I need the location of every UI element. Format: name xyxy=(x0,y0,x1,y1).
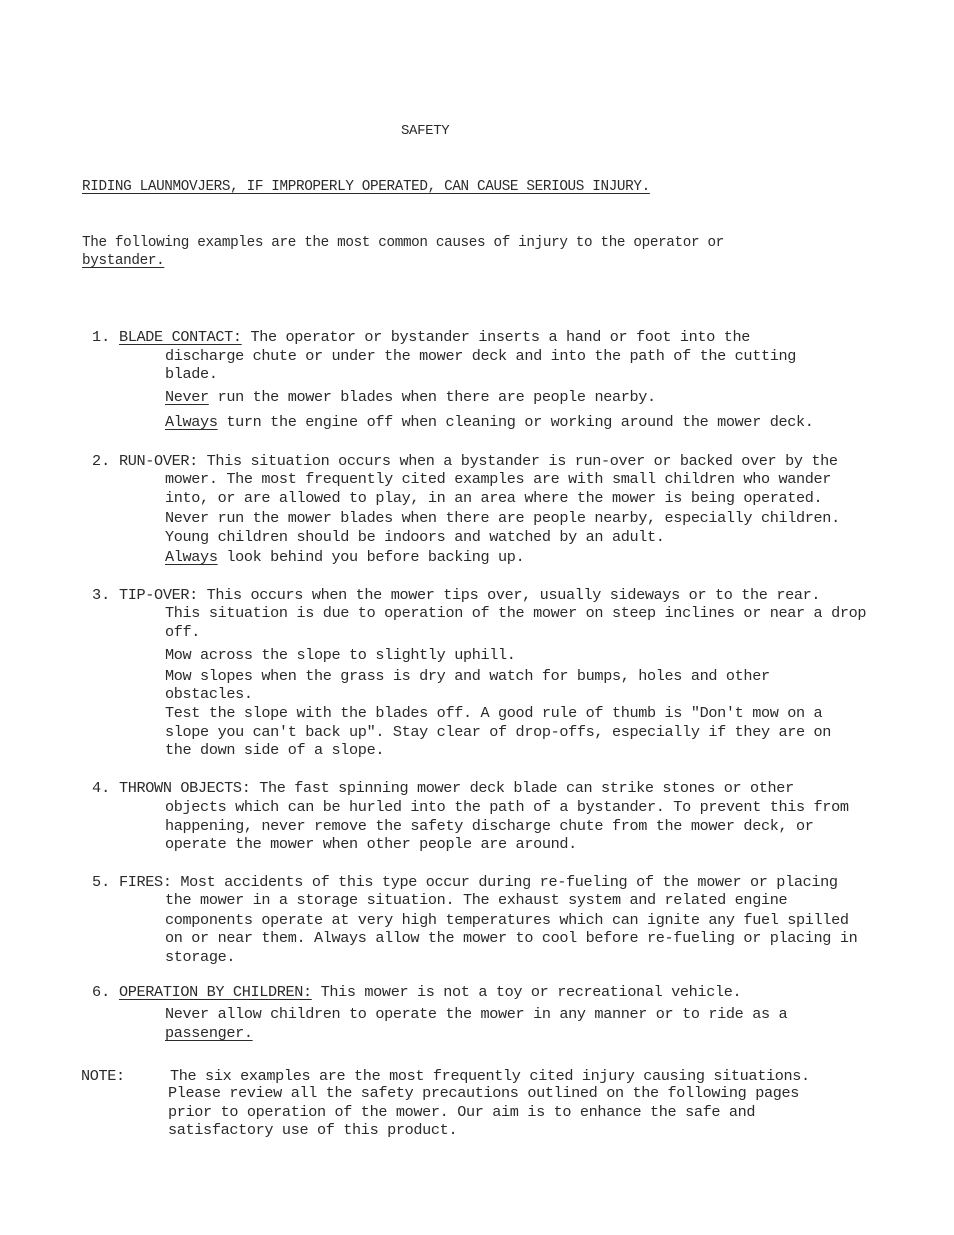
item-1-never-line xyxy=(165,388,656,406)
item-2-line-5: Young children should be indoors and watched by an adult. xyxy=(165,528,665,546)
item-1-always-word: Always xyxy=(165,413,218,431)
item-3-extra-2: Mow slopes when the grass is dry and watch for bumps, holes and other xyxy=(165,667,770,685)
item-5-line-4: on or near them. Always allow the mower to cool before re-fueling or placing in xyxy=(165,929,858,947)
note-line-4: satisfactory use of this product. xyxy=(168,1121,458,1139)
page-title: SAFETY xyxy=(401,123,450,139)
item-1-line-2: discharge chute or under the mower deck and into the path of the cutting xyxy=(165,347,797,365)
item-1-first-line xyxy=(119,328,750,346)
item-6-first-line xyxy=(119,983,741,1001)
item-number-2: 2. xyxy=(92,452,111,470)
item-4-heading: THROWN OBJECTS: xyxy=(119,779,251,797)
item-3-extra-6: the down side of a slope. xyxy=(165,741,385,759)
item-3-heading: TIP-OVER: xyxy=(119,586,198,604)
intro-line-2: bystander. xyxy=(82,253,165,269)
item-4-line-1: The fast spinning mower deck blade can strike stones or other xyxy=(250,779,794,797)
item-2-line-3: into, or are allowed to play, in an area where the mower is being operated. xyxy=(165,489,823,507)
item-6-heading: OPERATION BY CHILDREN: xyxy=(119,983,312,1001)
item-5-line-1: Most accidents of this type occur during re-fueling of the mower or placing xyxy=(171,873,838,891)
item-4-line-4: operate the mower when other people are around. xyxy=(165,835,577,853)
item-2-line-4: Never run the mower blades when there are people nearby, especially children. xyxy=(165,509,840,527)
item-2-always-rest: look behind you before backing up. xyxy=(217,548,525,566)
item-3-first-line xyxy=(119,586,820,604)
item-2-line-1: This situation occurs when a bystander is run-over or backed over by the xyxy=(197,452,838,470)
item-1-always-rest: turn the engine off when cleaning or working around the mower deck. xyxy=(217,413,814,431)
item-2-always-word: Always xyxy=(165,548,218,566)
item-3-line-1: This occurs when the mower tips over, usually sideways or to the rear. xyxy=(197,586,821,604)
item-3-extra-3: obstacles. xyxy=(165,685,253,703)
item-number-5: 5. xyxy=(92,873,111,891)
item-3-line-3: off. xyxy=(165,623,201,641)
item-number-3: 3. xyxy=(92,586,111,604)
item-5-line-5: storage. xyxy=(165,948,236,966)
note-line-1: The six examples are the most frequently cited injury causing situations. xyxy=(170,1067,810,1085)
item-number-4: 4. xyxy=(92,779,111,797)
item-3-extra-5: slope you can't back up". Stay clear of drop-offs, especially if they are on xyxy=(165,723,832,741)
item-1-line-3: blade. xyxy=(165,365,218,383)
item-5-first-line xyxy=(119,873,838,891)
item-number-1: 1. xyxy=(92,328,111,346)
note-line-3: prior to operation of the mower. Our aim is to enhance the safe and xyxy=(168,1103,756,1121)
item-2-line-2: mower. The most frequently cited examples are with small children who wander xyxy=(165,470,832,488)
item-6-line-3: passenger. xyxy=(165,1024,253,1042)
item-5-line-2: the mower in a storage situation. The exhaust system and related engine xyxy=(165,891,788,909)
note-label: NOTE: xyxy=(81,1067,125,1085)
item-1-heading: BLADE CONTACT: xyxy=(119,328,242,346)
item-6-line-2: Never allow children to operate the mower in any manner or to ride as a xyxy=(165,1005,788,1023)
item-6-line-1: This mower is not a toy or recreational vehicle. xyxy=(311,983,742,1001)
item-1-never-rest: run the mower blades when there are people nearby. xyxy=(208,388,656,406)
warning-heading: RIDING LAUNMOVJERS, IF IMPROPERLY OPERATED, CAN CAUSE SERIOUS INJURY. xyxy=(82,179,650,195)
item-2-first-line xyxy=(119,452,838,470)
item-1-never-word: Never xyxy=(165,388,209,406)
item-5-heading: FIRES: xyxy=(119,873,172,891)
item-number-6: 6. xyxy=(92,983,111,1001)
item-3-extra-1: Mow across the slope to slightly uphill. xyxy=(165,646,516,664)
item-2-heading: RUN-OVER: xyxy=(119,452,198,470)
item-1-line-1: The operator or bystander inserts a hand or foot into the xyxy=(241,328,751,346)
item-3-extra-4: Test the slope with the blades off. A good rule of thumb is "Don't mow on a xyxy=(165,704,823,722)
item-5-line-3: components operate at very high temperatures which can ignite any fuel spilled xyxy=(165,911,849,929)
note-line-2: Please review all the safety precautions outlined on the following pages xyxy=(168,1084,800,1102)
item-4-line-3: happening, never remove the safety discharge chute from the mower deck, or xyxy=(165,817,814,835)
item-2-always-line xyxy=(165,548,524,566)
intro-line-1: The following examples are the most common causes of injury to the operator or xyxy=(82,235,724,251)
item-4-line-2: objects which can be hurled into the path of a bystander. To prevent this from xyxy=(165,798,849,816)
item-4-first-line xyxy=(119,779,794,797)
item-1-always-line xyxy=(165,413,814,431)
item-3-line-2: This situation is due to operation of the mower on steep inclines or near a drop xyxy=(165,604,867,622)
